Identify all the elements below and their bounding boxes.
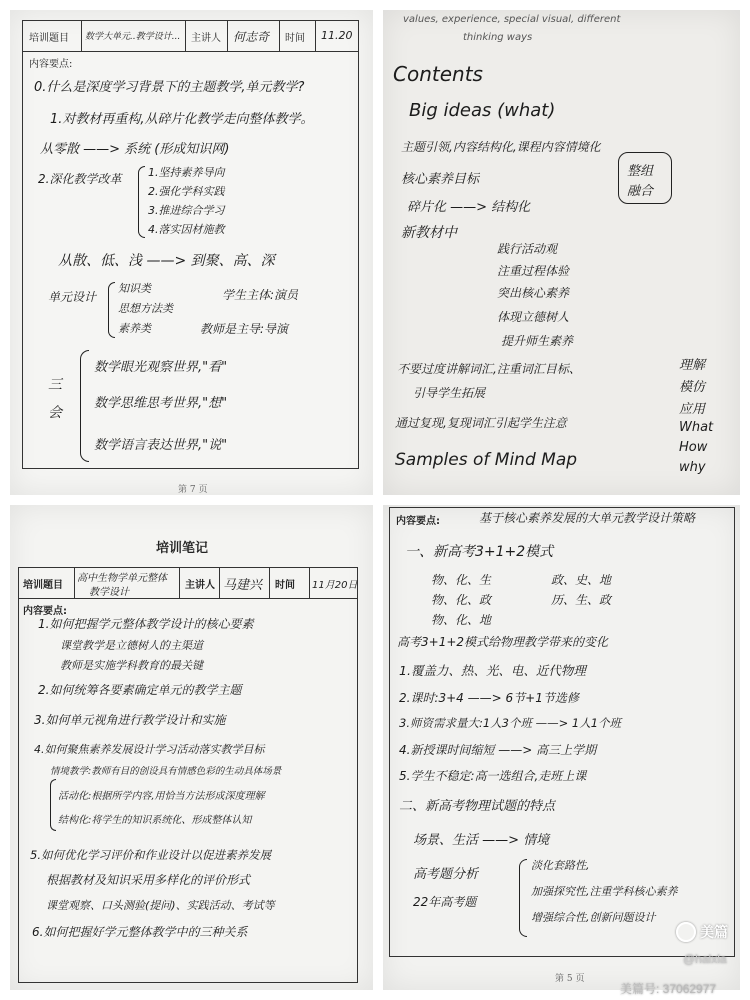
note-line: 1.坚持素养导向 (148, 166, 225, 179)
note-line: 3.推进综合学习 (148, 204, 225, 217)
note-line: 2.课时:3+4 ——> 6节+1节选修 (399, 691, 579, 705)
note-page-bottom-right (383, 505, 740, 990)
note-line: 课堂教学是立德树人的主渠道 (60, 639, 203, 652)
note-line: 核心素养目标 (401, 172, 480, 187)
note-line: 6.如何把握好学元整体教学中的三种关系 (32, 925, 248, 939)
note-line: 淡化套路性, (531, 859, 590, 872)
note-page-bottom-left (10, 505, 373, 990)
note-line: 模仿 (679, 380, 706, 395)
note-line: 历、生、政 (551, 593, 612, 607)
note-line: 主题引领,内容结构化,课程内容情境化 (401, 140, 601, 154)
content-label: 内容要点: (29, 59, 73, 70)
header-row (18, 567, 358, 599)
title-label: 培训题目 (29, 33, 69, 44)
note-line: 从散、低、浅 ——> 到聚、高、深 (58, 253, 275, 269)
note-line: 3.如何单元视角进行教学设计和实施 (34, 713, 226, 727)
note-line: 2.如何统筹各要素确定单元的教学主题 (38, 683, 242, 697)
page-number: 第 5 页 (555, 974, 585, 984)
meipian-logo-icon (676, 922, 696, 942)
note-line: 22年高考题 (413, 895, 477, 909)
note-line: What (679, 420, 714, 435)
note-line: thinking ways (463, 32, 533, 43)
watermark-number: 美篇号: 37062977 (620, 982, 717, 996)
speaker-label: 主讲人 (191, 33, 221, 44)
note-line: 加强探究性,注重学科核心素养 (531, 885, 678, 898)
sheet-heading: 培训笔记 (156, 541, 209, 556)
header-row (22, 20, 359, 52)
note-line: 不要过度讲解词汇,注重词汇目标、 (397, 362, 581, 376)
note-line: why (679, 460, 706, 475)
bracket (138, 166, 145, 238)
title-label: 培训题目 (23, 580, 63, 591)
note-line: 基于核心素养发展的大单元教学设计策略 (479, 511, 696, 525)
note-line: 从零散 ——> 系统 (形成知识网) (40, 142, 230, 157)
note-line: 活动化:根据所学内容,用恰当方法形成深度理解 (58, 791, 265, 802)
note-line: 1.覆盖力、热、光、电、近代物理 (399, 663, 586, 678)
note-line: 根据教材及知识采用多样化的评价形式 (46, 873, 251, 887)
note-line: 知识类 (118, 282, 151, 295)
note-line: 增强综合性,创新问题设计 (531, 911, 656, 924)
title-value: 教学设计 (89, 587, 129, 598)
time-value: 11.20 (321, 29, 353, 42)
note-line: 融合 (627, 184, 654, 199)
note-line: 数学眼光观察世界,"看" (94, 360, 228, 375)
watermark-user: @halxla (683, 952, 727, 966)
watermark-brand: 美篇 (700, 924, 728, 940)
note-line: 注重过程体验 (497, 264, 570, 278)
note-line: 思想方法类 (118, 302, 173, 315)
title-value: 数学大单元..教学设计... (85, 32, 181, 42)
content-label: 内容要点: (23, 606, 67, 617)
note-line: 4.落实因材施教 (148, 223, 225, 236)
note-line: 3.师资需求量大:1人3个班 ——> 1人1个班 (399, 716, 622, 730)
note-line: 4.如何聚焦素养发展设计学习活动落实教学目标 (34, 743, 265, 756)
note-line: 1.对教材再重构,从碎片化教学走向整体教学。 (50, 112, 314, 127)
note-line: 高考题分析 (413, 867, 479, 882)
note-line: 4.新授课时间缩短 ——> 高三上学期 (399, 743, 597, 757)
note-line: 教师是实施学科教育的最关键 (60, 659, 203, 672)
note-line: 应用 (679, 402, 706, 417)
note-line: 通过复现,复现词汇引起学生注意 (395, 416, 567, 430)
note-line: 5.学生不稳定:高一选组合,走班上课 (399, 769, 587, 783)
note-line: values, experience, special visual, different (403, 14, 621, 25)
bracket (519, 859, 527, 937)
note-line: Contents (393, 62, 483, 86)
note-line: 教师是主导:导演 (200, 322, 289, 336)
note-line: 1.如何把握学元整体教学设计的核心要素 (38, 617, 254, 631)
speaker-value: 何志奇 (233, 30, 270, 44)
note-line: Samples of Mind Map (395, 450, 578, 470)
note-line: 碎片化 ——> 结构化 (407, 200, 531, 215)
note-line: 素养类 (118, 322, 151, 335)
note-line: 结构化:将学生的知识系统化、形成整体认知 (58, 815, 252, 826)
bracket (108, 282, 115, 338)
note-line: 提升师生素养 (501, 334, 574, 348)
speaker-value: 马建兴 (223, 578, 263, 593)
note-line: 引导学生拓展 (413, 386, 486, 400)
note-line: 2.深化教学改革 (38, 172, 122, 186)
content-label: 内容要点: (396, 516, 440, 527)
note-line: 高考3+1+2模式给物理教学带来的变化 (397, 635, 609, 649)
note-line: 体现立德树人 (497, 310, 570, 324)
note-line: 课堂观察、口头测验(提问)、实践活动、考试等 (46, 899, 275, 912)
time-label: 时间 (275, 580, 295, 591)
note-line: 一、新高考3+1+2模式 (405, 544, 554, 560)
bracket (50, 779, 56, 831)
note-line: 新教材中 (401, 225, 457, 241)
note-line: Big ideas (what) (409, 100, 556, 121)
title-value: 高中生物学单元整体 (77, 573, 167, 584)
speaker-label: 主讲人 (185, 580, 215, 591)
note-line: 会 (48, 405, 62, 421)
note-line: 0.什么是深度学习背景下的主题教学,单元教学? (34, 80, 305, 95)
note-line: 物、化、地 (431, 613, 492, 627)
note-line: 践行活动观 (497, 242, 558, 256)
note-line: How (679, 440, 708, 455)
note-line: 物、化、生 (431, 573, 492, 587)
page-number: 第 7 页 (178, 485, 208, 495)
bracket (80, 350, 89, 462)
note-line: 单元设计 (48, 290, 97, 304)
note-page-top-right (383, 10, 740, 495)
note-line: 二、新高考物理试题的特点 (399, 799, 556, 814)
note-page-top-left (10, 10, 373, 495)
note-line: 三 (48, 377, 62, 393)
note-line: 数学语言表达世界,"说" (94, 438, 228, 453)
watermark-logo (676, 922, 728, 942)
note-line: 理解 (679, 358, 706, 373)
note-line: 数学思维思考世界,"想" (94, 396, 228, 411)
note-line: 学生主体:演员 (222, 288, 299, 302)
time-label: 时间 (285, 33, 305, 44)
note-line: 整组 (627, 164, 654, 179)
time-value: 11月20日 (312, 580, 358, 591)
note-line: 政、史、地 (551, 573, 612, 587)
note-line: 2.强化学科实践 (148, 185, 225, 198)
note-line: 突出核心素养 (497, 286, 570, 300)
note-line: 场景、生活 ——> 情境 (413, 833, 550, 848)
note-line: 情境教学:教师有目的创设具有情感色彩的生动具体场景 (50, 766, 282, 777)
note-line: 5.如何优化学习评价和作业设计以促进素养发展 (30, 848, 271, 862)
note-line: 物、化、政 (431, 593, 492, 607)
